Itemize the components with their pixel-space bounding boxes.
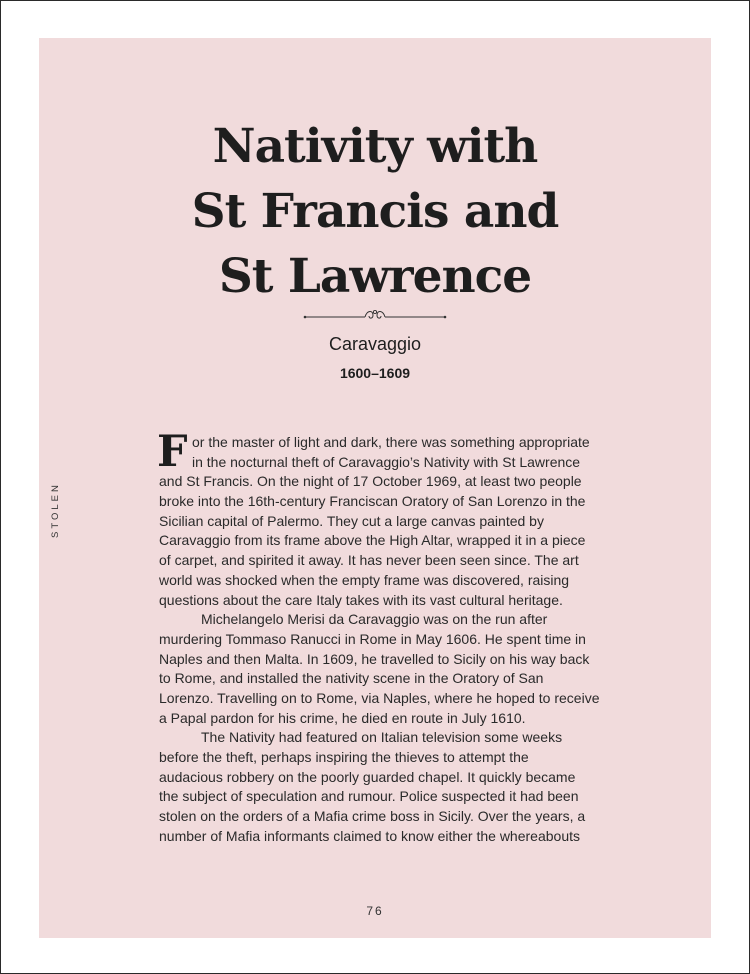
text-line: broke into the 16th-century Franciscan Oratory of San Lorenzo in the [159,493,586,510]
paragraph [157,427,641,610]
text-line: murdering Tommaso Ranucci in Rome in May 1606. He spent time in [159,630,586,647]
date-range: 1600–1609 [339,365,411,381]
drop-cap: F [157,427,188,477]
text-line: Sicilian capital of Palermo. They cut a large canvas painted by [159,512,544,529]
text-line: questions about the care Italy takes with its vast cultural heritage. [159,591,563,608]
text-line: number of Mafia informants claimed to know either the whereabouts [159,827,580,844]
text-line: audacious robbery on the poorly guarded chapel. It quickly became [159,768,576,785]
text-line: or the master of light and dark, there was something appropriate [192,434,590,450]
text-line: to Rome, and installed the nativity scene in the Oratory of San [159,670,544,687]
artist-name: Caravaggio [328,334,422,354]
section-label: STOLEN [50,482,61,538]
text-line: a Papal pardon for his crime, he died en route in July 1610. [159,709,526,726]
paragraph [159,728,641,846]
text-line: of carpet, and spirited it away. It has never been seen since. The art [159,552,579,569]
text-line: Naples and then Malta. In 1609, he travelled to Sicily on his way back [159,650,590,667]
text-line: and St Francis. On the night of 17 October 1969, at least two people [159,473,582,490]
text-line: in the nocturnal theft of Caravaggio’s Nativity with St Lawrence [192,453,581,470]
text-line: world was shocked when the empty frame was discovered, raising [159,571,570,588]
text-line: Lorenzo. Travelling on to Rome, via Naples, where he hoped to receive [159,689,600,706]
page-title [39,114,711,309]
title-line: Nativity with [212,119,538,174]
page-number: 76 [366,904,384,918]
text-line: The Nativity had featured on Italian television some weeks [201,729,563,746]
ornament-divider-icon [303,307,447,321]
paragraph [159,610,641,728]
article-body [157,427,641,846]
text-line: before the theft, perhaps inspiring the thieves to attempt the [159,749,529,765]
title-line: St Lawrence [218,249,532,304]
text-line: the subject of speculation and rumour. Police suspected it had been [159,788,579,805]
title-line: St Francis and [191,184,559,239]
text-line: Michelangelo Merisi da Caravaggio was on the run after [201,611,548,628]
book-page [39,38,711,938]
text-line: stolen on the orders of a Mafia crime boss in Sicily. Over the years, a [159,808,586,825]
text-line: Caravaggio from its frame above the High Altar, wrapped it in a piece [159,532,586,549]
